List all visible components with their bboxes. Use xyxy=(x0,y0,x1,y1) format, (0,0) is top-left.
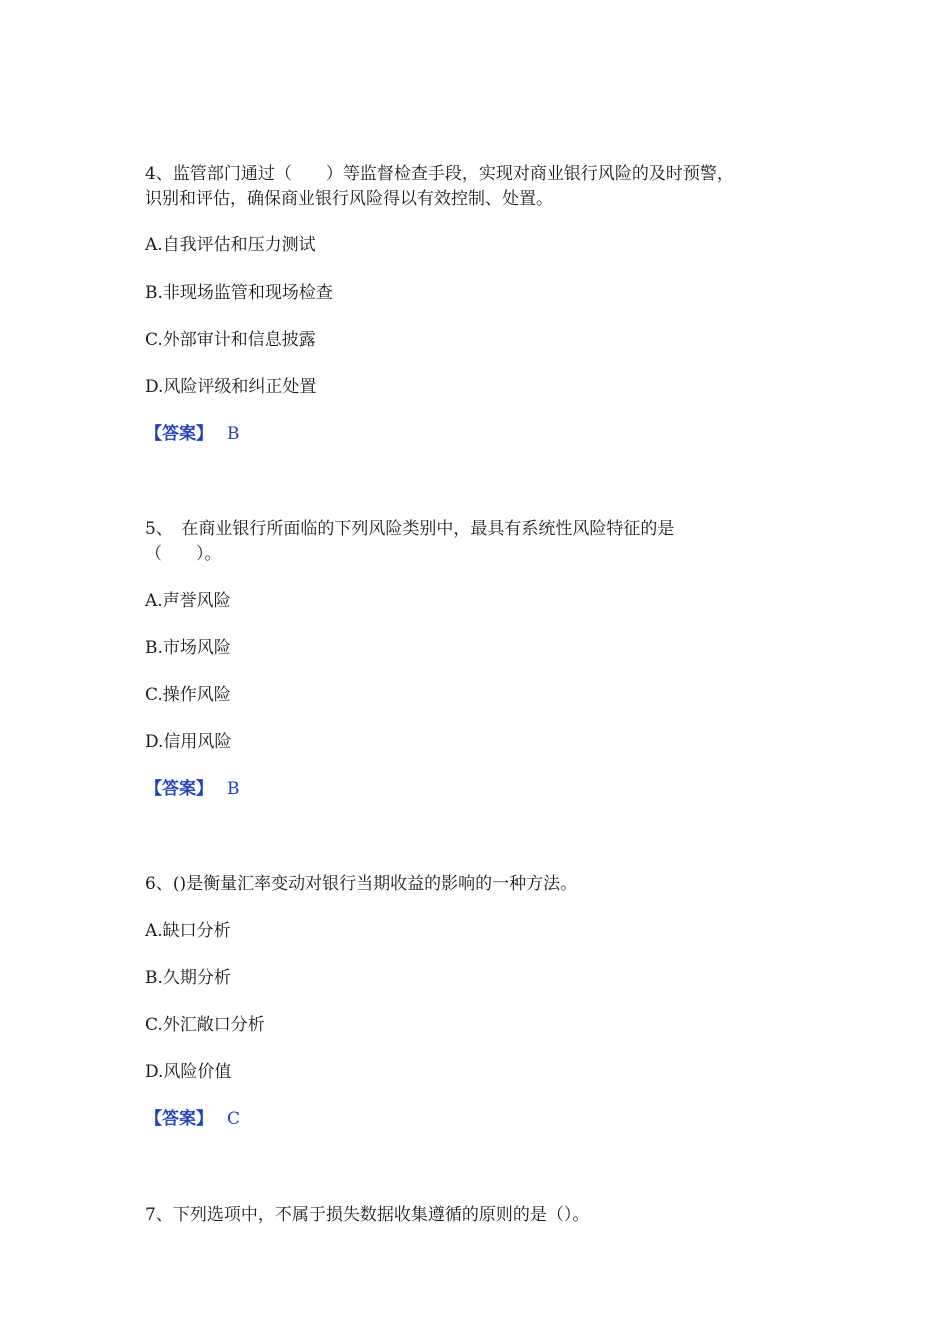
question-5-option-b: B.市场风险 xyxy=(145,638,231,658)
question-4-stem-line-2: 识别和评估，确保商业银行风险得以有效控制、处置。 xyxy=(145,189,553,209)
question-4-answer xyxy=(145,422,240,446)
question-6-stem-line-1: 6、()是衡量汇率变动对银行当期收益的影响的一种方法。 xyxy=(145,874,578,894)
answer-value: C xyxy=(227,1109,241,1129)
question-4-option-b: B.非现场监管和现场检查 xyxy=(145,283,333,303)
question-7-stem-line-1: 7、下列选项中，不属于损失数据收集遵循的原则的是（）。 xyxy=(145,1205,590,1225)
question-5-option-c: C.操作风险 xyxy=(145,685,231,705)
answer-label: 【答案】 xyxy=(145,1109,213,1129)
question-5-stem-line-2: （ ）。 xyxy=(145,544,222,564)
question-5-option-a: A.声誉风险 xyxy=(145,591,231,611)
question-5-answer xyxy=(145,777,240,801)
question-5-stem-line-1: 5、 在商业银行所面临的下列风险类别中，最具有系统性风险特征的是 xyxy=(145,519,675,539)
question-4-option-a: A.自我评估和压力测试 xyxy=(145,235,316,255)
question-6-option-b: B.久期分析 xyxy=(145,968,231,988)
question-6-answer xyxy=(145,1107,240,1131)
answer-label: 【答案】 xyxy=(145,779,213,799)
question-6-option-a: A.缺口分析 xyxy=(145,921,231,941)
answer-label: 【答案】 xyxy=(145,424,213,444)
question-4-option-d: D.风险评级和纠正处置 xyxy=(145,377,317,397)
answer-value: B xyxy=(227,779,240,799)
question-4-stem-line-1: 4、监管部门通过（ ）等监督检查手段，实现对商业银行风险的及时预警， xyxy=(145,164,734,184)
answer-value: B xyxy=(227,424,240,444)
question-6-option-c: C.外汇敞口分析 xyxy=(145,1015,265,1035)
question-5-option-d: D.信用风险 xyxy=(145,732,232,752)
question-4-option-c: C.外部审计和信息披露 xyxy=(145,330,316,350)
question-6-option-d: D.风险价值 xyxy=(145,1062,232,1082)
